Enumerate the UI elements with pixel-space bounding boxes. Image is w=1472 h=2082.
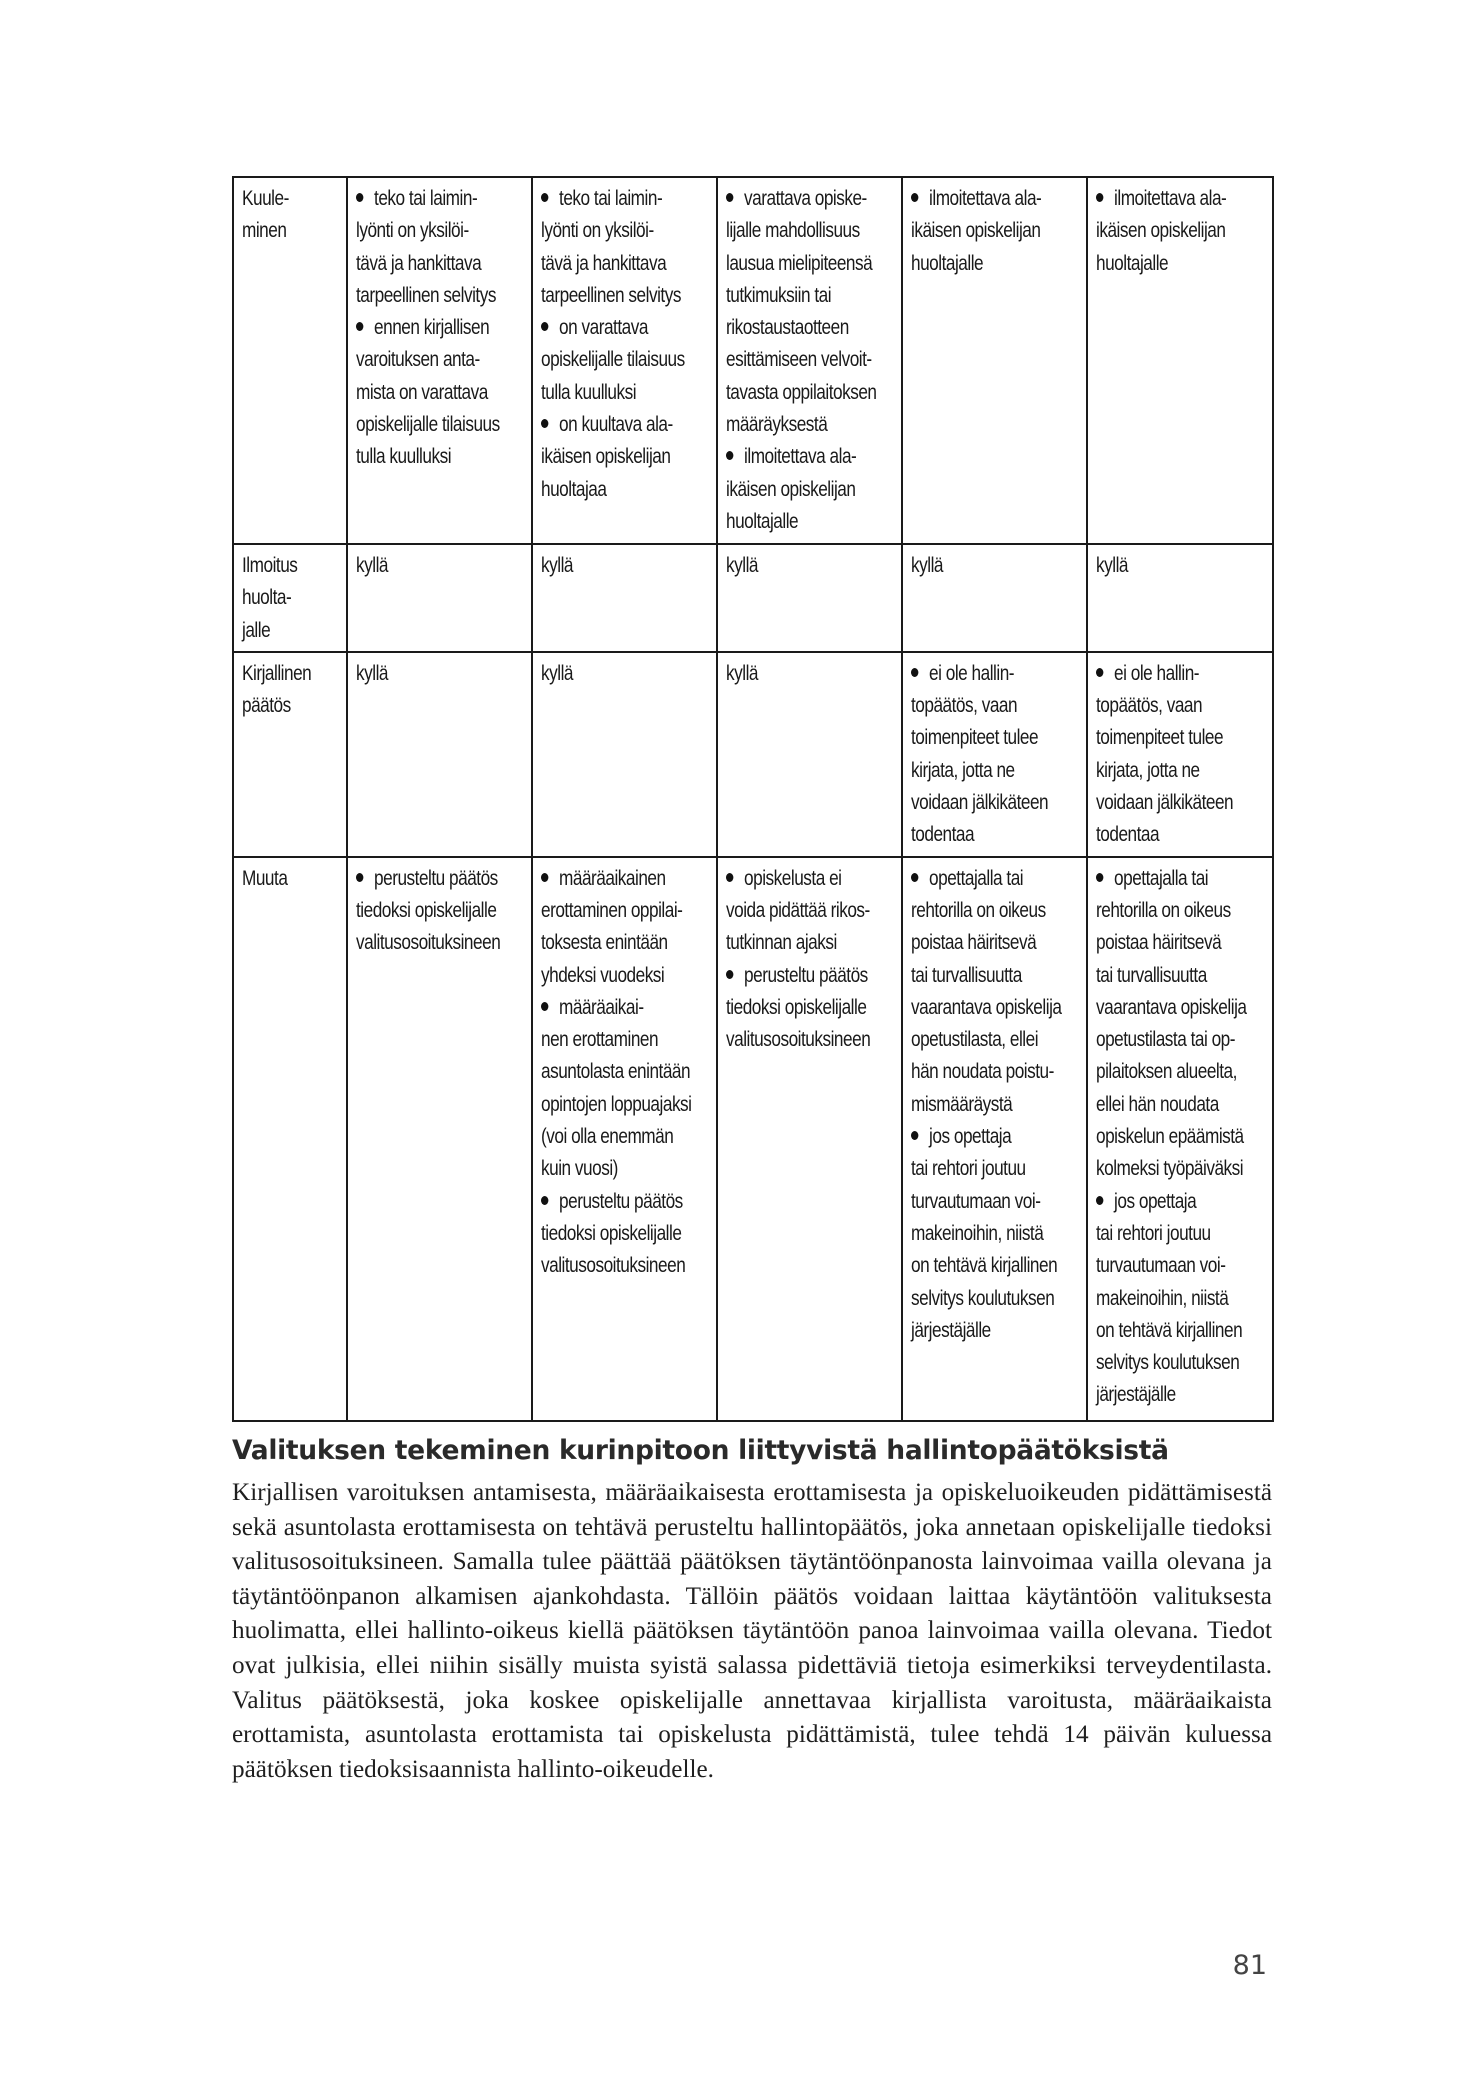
bullet-line: [911, 1056, 1080, 1088]
table-cell: [532, 177, 717, 544]
bullet-text: todentaa: [911, 823, 975, 847]
bullet-line: [356, 895, 525, 927]
bullet-line: [911, 960, 1080, 992]
bullet-line: [1096, 895, 1266, 927]
bullet-line: [1096, 863, 1266, 895]
bullet-text: nen erottaminen: [541, 1028, 659, 1052]
bullet-text: erottaminen oppilai-: [541, 898, 683, 922]
row-header-line: minen: [242, 219, 287, 243]
cell-line: kyllä: [541, 554, 573, 577]
bullet-text: on tehtävä kirjallinen: [911, 1254, 1058, 1278]
bullet-line: [1096, 1379, 1266, 1411]
bullet-text: ilmoitettava ala-: [744, 445, 857, 469]
bullet-line: [541, 474, 710, 506]
bullet-line: [726, 280, 895, 312]
bullet-text: tai turvallisuutta: [1096, 963, 1207, 987]
bullet-text: järjestäjälle: [911, 1318, 991, 1342]
bullet-dot-icon: [726, 873, 733, 882]
bullet-line: [541, 248, 710, 280]
bullet-line: [541, 1186, 710, 1218]
bullet-line: [1096, 248, 1266, 280]
bullet-text: ikäisen opiskelijan: [1096, 219, 1226, 243]
bullet-dot-icon: [541, 1002, 548, 1011]
bullet-dot-icon: [911, 1131, 918, 1140]
cell-line: kyllä: [726, 661, 758, 685]
bullet-text: rehtorilla on oikeus: [1096, 898, 1231, 922]
bullet-line: [911, 215, 1080, 247]
bullet-text: lyönti on yksilöi-: [356, 219, 469, 243]
bullet-line: [726, 474, 895, 506]
bullet-text: todentaa: [1096, 823, 1160, 847]
table-cell: [717, 544, 902, 652]
bullet-text: (voi olla enemmän: [541, 1125, 674, 1149]
row-header-cell: [233, 177, 347, 544]
bullet-text: järjestäjälle: [1096, 1383, 1176, 1407]
bullet-dot-icon: [541, 322, 548, 331]
table-cell: [1087, 652, 1273, 857]
table-cell: [1087, 857, 1273, 1421]
bullet-text: varattava opiske-: [744, 187, 867, 210]
bullet-dot-icon: [541, 1196, 548, 1205]
table-cell: [532, 652, 717, 857]
bullet-text: rikostaustaotteen: [726, 316, 849, 340]
bullet-dot-icon: [911, 668, 918, 677]
bullet-text: tutkinnan ajaksi: [726, 931, 837, 955]
bullet-dot-icon: [1096, 668, 1103, 677]
bullet-text: kirjata, jotta ne: [911, 758, 1015, 782]
bullet-line: [541, 183, 710, 215]
row-header-line: Kirjallinen: [242, 661, 312, 685]
bullet-line: [726, 344, 895, 376]
row-header-line: päätös: [242, 694, 291, 718]
bullet-line: [1096, 960, 1266, 992]
bullet-text: asuntolasta enintään: [541, 1060, 691, 1084]
bullet-text: tävä ja hankittava: [356, 251, 482, 275]
bullet-text: huoltajalle: [1096, 251, 1169, 275]
table-row: [233, 857, 1273, 1421]
bullet-line: [1096, 690, 1266, 722]
bullet-line: [1096, 658, 1266, 690]
bullet-text: toimenpiteet tulee: [911, 726, 1039, 750]
bullet-text: ikäisen opiskelijan: [541, 445, 671, 469]
bullet-list: [726, 183, 895, 538]
table-cell: [347, 652, 532, 857]
row-header-cell: [233, 544, 347, 652]
bullet-line: [356, 280, 525, 312]
bullet-line: [541, 895, 710, 927]
bullet-line: [1096, 1121, 1266, 1153]
table-cell: [347, 857, 532, 1421]
bullet-list: [541, 183, 710, 506]
discipline-table: [232, 176, 1274, 1422]
bullet-text: perusteltu päätös: [744, 963, 868, 987]
bullet-text: ei ole hallin-: [1114, 661, 1200, 685]
bullet-dot-icon: [356, 873, 363, 882]
table-cell: [347, 177, 532, 544]
bullet-text: jos opettaja: [929, 1125, 1012, 1149]
bullet-text: tarpeellinen selvitys: [356, 283, 496, 307]
bullet-line: [1096, 787, 1266, 819]
bullet-text: opettajalla tai: [929, 866, 1024, 890]
bullet-line: [1096, 1250, 1266, 1282]
table-cell: [902, 544, 1087, 652]
bullet-list: [541, 863, 710, 1283]
bullet-line: [356, 377, 525, 409]
cell-line: kyllä: [541, 661, 573, 685]
bullet-line: [911, 787, 1080, 819]
bullet-text: turvautumaan voi-: [1096, 1254, 1226, 1278]
bullet-line: [1096, 183, 1266, 215]
bullet-line: [1096, 1218, 1266, 1250]
bullet-line: [541, 1153, 710, 1185]
bullet-line: [726, 506, 895, 538]
table-row: [233, 652, 1273, 857]
bullet-line: [726, 1024, 895, 1056]
bullet-line: [911, 1218, 1080, 1250]
bullet-text: tavasta oppilaitoksen: [726, 380, 877, 404]
bullet-text: makeinoihin, niistä: [911, 1221, 1044, 1245]
bullet-line: [911, 722, 1080, 754]
bullet-text: opetustilasta tai op-: [1096, 1028, 1236, 1052]
bullet-list: [911, 183, 1080, 280]
bullet-line: [726, 248, 895, 280]
bullet-text: lijalle mahdollisuus: [726, 219, 860, 243]
bullet-dot-icon: [1096, 873, 1103, 882]
bullet-list: [911, 658, 1080, 852]
bullet-line: [911, 992, 1080, 1024]
bullet-text: opiskelun epäämistä: [1096, 1125, 1244, 1149]
table-cell: [1087, 544, 1273, 652]
bullet-line: [541, 927, 710, 959]
bullet-list: [1096, 658, 1266, 852]
bullet-line: [1096, 1153, 1266, 1185]
bullet-text: ennen kirjallisen: [374, 316, 490, 340]
bullet-text: yhdeksi vuodeksi: [541, 963, 665, 987]
bullet-text: jos opettaja: [1114, 1189, 1197, 1213]
table-cell: [1087, 177, 1273, 544]
bullet-text: ikäisen opiskelijan: [726, 477, 856, 501]
bullet-line: [726, 960, 895, 992]
bullet-list: [356, 863, 525, 960]
bullet-text: tävä ja hankittava: [541, 251, 667, 275]
bullet-line: [356, 215, 525, 247]
bullet-line: [726, 441, 895, 473]
bullet-text: määräaikainen: [559, 866, 666, 890]
bullet-line: [541, 960, 710, 992]
bullet-text: kolmeksi työpäiväksi: [1096, 1157, 1244, 1181]
bullet-line: [1096, 755, 1266, 787]
table-cell: [902, 652, 1087, 857]
bullet-text: opiskelijalle tilaisuus: [356, 413, 500, 437]
bullet-text: vaarantava opiskelija: [1096, 995, 1247, 1019]
bullet-line: [356, 312, 525, 344]
bullet-text: topäätös, vaan: [911, 694, 1018, 718]
bullet-line: [541, 1218, 710, 1250]
bullet-line: [1096, 927, 1266, 959]
bullet-text: opetustilasta, ellei: [911, 1028, 1039, 1052]
bullet-dot-icon: [1096, 193, 1103, 202]
table-cell: [717, 177, 902, 544]
bullet-line: [726, 927, 895, 959]
bullet-text: makeinoihin, niistä: [1096, 1286, 1229, 1310]
bullet-line: [911, 1121, 1080, 1153]
table-row: [233, 544, 1273, 652]
bullet-text: tai turvallisuutta: [911, 963, 1022, 987]
bullet-list: [911, 863, 1080, 1347]
bullet-text: voida pidättää rikos-: [726, 898, 870, 922]
bullet-line: [356, 927, 525, 959]
bullet-text: ilmoitettava ala-: [1114, 187, 1227, 210]
bullet-line: [356, 344, 525, 376]
table-cell: [717, 857, 902, 1421]
bullet-list: [1096, 863, 1266, 1412]
bullet-line: [1096, 1056, 1266, 1088]
bullet-line: [911, 1089, 1080, 1121]
bullet-text: topäätös, vaan: [1096, 694, 1203, 718]
bullet-line: [911, 183, 1080, 215]
bullet-text: hän noudata poistu-: [911, 1060, 1054, 1084]
bullet-text: voidaan jälkikäteen: [911, 791, 1049, 815]
bullet-text: valitusosoituksineen: [356, 931, 501, 955]
bullet-text: tiedoksi opiskelijalle: [726, 995, 867, 1019]
bullet-text: tiedoksi opiskelijalle: [356, 898, 497, 922]
bullet-line: [541, 377, 710, 409]
bullet-text: opiskelusta ei: [744, 866, 842, 890]
bullet-list: [356, 183, 525, 474]
bullet-line: [541, 1121, 710, 1153]
bullet-text: valitusosoituksineen: [726, 1028, 871, 1052]
bullet-text: turvautumaan voi-: [911, 1189, 1041, 1213]
bullet-dot-icon: [1096, 1196, 1103, 1205]
bullet-line: [726, 895, 895, 927]
row-header-line: Ilmoitus: [242, 554, 298, 577]
bullet-line: [541, 312, 710, 344]
section-heading: Valituksen tekeminen kurinpitoon liittyvistä hallintopäätöksistä: [232, 1435, 1169, 1466]
bullet-dot-icon: [541, 193, 548, 202]
bullet-line: [911, 819, 1080, 851]
bullet-text: ei ole hallin-: [929, 661, 1015, 685]
bullet-text: tai rehtori joutuu: [1096, 1221, 1211, 1245]
bullet-line: [356, 863, 525, 895]
bullet-text: kirjata, jotta ne: [1096, 758, 1200, 782]
row-header-cell: [233, 857, 347, 1421]
bullet-line: [541, 1089, 710, 1121]
bullet-text: ikäisen opiskelijan: [911, 219, 1041, 243]
bullet-line: [726, 409, 895, 441]
bullet-line: [911, 1186, 1080, 1218]
bullet-line: [356, 183, 525, 215]
bullet-text: on kuultava ala-: [559, 413, 673, 437]
bullet-text: mismääräystä: [911, 1092, 1013, 1116]
bullet-line: [726, 992, 895, 1024]
table-row: [233, 177, 1273, 544]
bullet-text: teko tai laimin-: [374, 187, 478, 210]
bullet-line: [911, 895, 1080, 927]
bullet-dot-icon: [726, 451, 733, 460]
bullet-line: [541, 280, 710, 312]
bullet-line: [1096, 722, 1266, 754]
table-cell: [532, 857, 717, 1421]
row-header-cell: [233, 652, 347, 857]
bullet-text: opiskelijalle tilaisuus: [541, 348, 685, 372]
bullet-text: huoltajalle: [911, 251, 984, 275]
bullet-dot-icon: [911, 193, 918, 202]
bullet-line: [911, 1283, 1080, 1315]
bullet-text: perusteltu päätös: [559, 1189, 683, 1213]
bullet-text: teko tai laimin-: [559, 187, 663, 210]
bullet-line: [911, 690, 1080, 722]
bullet-dot-icon: [356, 193, 363, 202]
table-cell: [532, 544, 717, 652]
bullet-line: [541, 215, 710, 247]
bullet-line: [1096, 1315, 1266, 1347]
bullet-text: poistaa häiritsevä: [1096, 931, 1222, 955]
page-number: 81: [1232, 1950, 1267, 1981]
table-container: [232, 176, 1272, 1411]
bullet-text: opintojen loppuajaksi: [541, 1092, 692, 1116]
bullet-line: [726, 377, 895, 409]
bullet-text: poistaa häiritsevä: [911, 931, 1037, 955]
cell-line: kyllä: [1096, 554, 1128, 577]
row-header-line: huolta-: [242, 586, 292, 610]
bullet-line: [911, 863, 1080, 895]
bullet-text: lyönti on yksilöi-: [541, 219, 654, 243]
bullet-line: [726, 863, 895, 895]
table-cell: [902, 177, 1087, 544]
bullet-line: [911, 755, 1080, 787]
bullet-text: perusteltu päätös: [374, 866, 498, 890]
bullet-text: tulla kuulluksi: [356, 445, 452, 469]
table-cell: [902, 857, 1087, 1421]
bullet-line: [726, 312, 895, 344]
bullet-text: tiedoksi opiskelijalle: [541, 1221, 682, 1245]
bullet-line: [1096, 1186, 1266, 1218]
bullet-text: määräaikai-: [559, 995, 644, 1019]
row-header-line: Muuta: [242, 866, 288, 890]
bullet-line: [541, 992, 710, 1024]
bullet-dot-icon: [541, 419, 548, 428]
bullet-line: [356, 248, 525, 280]
bullet-text: selvitys koulutuksen: [1096, 1351, 1240, 1375]
bullet-line: [541, 344, 710, 376]
bullet-text: toksesta enintään: [541, 931, 668, 955]
bullet-text: selvitys koulutuksen: [911, 1286, 1055, 1310]
cell-line: kyllä: [356, 554, 388, 577]
bullet-text: varoituksen anta-: [356, 348, 480, 372]
bullet-line: [541, 1250, 710, 1282]
table-cell: [347, 544, 532, 652]
bullet-line: [1096, 819, 1266, 851]
bullet-list: [726, 863, 895, 1057]
bullet-text: voidaan jälkikäteen: [1096, 791, 1234, 815]
bullet-text: toimenpiteet tulee: [1096, 726, 1224, 750]
bullet-text: määräyksestä: [726, 413, 828, 437]
bullet-line: [911, 1315, 1080, 1347]
bullet-line: [726, 183, 895, 215]
cell-line: kyllä: [911, 554, 943, 577]
bullet-line: [1096, 1024, 1266, 1056]
bullet-line: [911, 1153, 1080, 1185]
bullet-line: [356, 441, 525, 473]
bullet-line: [541, 441, 710, 473]
bullet-dot-icon: [911, 873, 918, 882]
bullet-dot-icon: [726, 970, 733, 979]
bullet-text: huoltajaa: [541, 477, 607, 501]
bullet-line: [911, 927, 1080, 959]
bullet-line: [911, 658, 1080, 690]
row-header-line: Kuule-: [242, 187, 289, 210]
cell-line: kyllä: [356, 661, 388, 685]
bullet-text: tai rehtori joutuu: [911, 1157, 1026, 1181]
bullet-dot-icon: [356, 322, 363, 331]
bullet-line: [911, 248, 1080, 280]
bullet-line: [911, 1250, 1080, 1282]
bullet-text: lausua mielipiteensä: [726, 251, 873, 275]
bullet-text: pilaitoksen alueelta,: [1096, 1060, 1237, 1084]
bullet-line: [541, 1056, 710, 1088]
cell-line: kyllä: [726, 554, 758, 577]
bullet-line: [1096, 1347, 1266, 1379]
bullet-text: vaarantava opiskelija: [911, 995, 1062, 1019]
bullet-text: tarpeellinen selvitys: [541, 283, 681, 307]
bullet-text: valitusosoituksineen: [541, 1254, 686, 1278]
bullet-text: kuin vuosi): [541, 1157, 618, 1181]
bullet-line: [726, 215, 895, 247]
bullet-line: [541, 863, 710, 895]
bullet-line: [541, 409, 710, 441]
bullet-text: on tehtävä kirjallinen: [1096, 1318, 1243, 1342]
table-cell: [717, 652, 902, 857]
bullet-line: [1096, 1283, 1266, 1315]
row-header-line: jalle: [242, 618, 271, 642]
bullet-dot-icon: [726, 193, 733, 202]
bullet-text: on varattava: [559, 316, 648, 340]
bullet-text: mista on varattava: [356, 380, 488, 404]
bullet-list: [1096, 183, 1266, 280]
bullet-text: rehtorilla on oikeus: [911, 898, 1046, 922]
bullet-line: [541, 1024, 710, 1056]
bullet-line: [1096, 1089, 1266, 1121]
bullet-line: [1096, 992, 1266, 1024]
bullet-text: huoltajalle: [726, 509, 799, 533]
bullet-dot-icon: [541, 873, 548, 882]
bullet-text: tulla kuulluksi: [541, 380, 637, 404]
bullet-line: [911, 1024, 1080, 1056]
bullet-text: tutkimuksiin tai: [726, 283, 832, 307]
bullet-text: ellei hän noudata: [1096, 1092, 1219, 1116]
bullet-line: [356, 409, 525, 441]
bullet-text: esittämiseen velvoit-: [726, 348, 872, 372]
section-paragraph: Kirjallisen varoituksen antamisesta, määräaikaisesta erottamisesta ja opiskeluoikeuden pidättämisestä sekä asuntolasta erottamisesta on tehtävä perusteltu hallintopäätös, joka annetaan opiskelijalle tiedoksi valitusosoituksineen. Samalla tulee päättää päätöksen täytäntöönpanosta lainvoimaa vailla olevana ja täytäntöönpanon alkamisen ajankohdasta. Tällöin päätös voidaan laittaa käytäntöön valituksesta huolimatta, ellei hallinto-oikeus kiellä päätöksen täytäntöön panoa lainvoimaa vailla olevana. Tiedot ovat julkisia, ellei niihin sisälly muista syistä salassa pidettäviä tietoja esimerkiksi terveydentilasta. Valitus päätöksestä, joka koskee opiskelijalle annettavaa kirjallista varoitusta, määräaikaista erottamista, asuntolasta erottamista tai opiskelusta pidättämistä, tulee tehdä 14 päivän kuluessa päätöksen tiedoksisaannista hallinto-oikeudelle.: [232, 1479, 1272, 1783]
bullet-line: [1096, 215, 1266, 247]
bullet-text: ilmoitettava ala-: [929, 187, 1042, 210]
bullet-text: opettajalla tai: [1114, 866, 1209, 890]
